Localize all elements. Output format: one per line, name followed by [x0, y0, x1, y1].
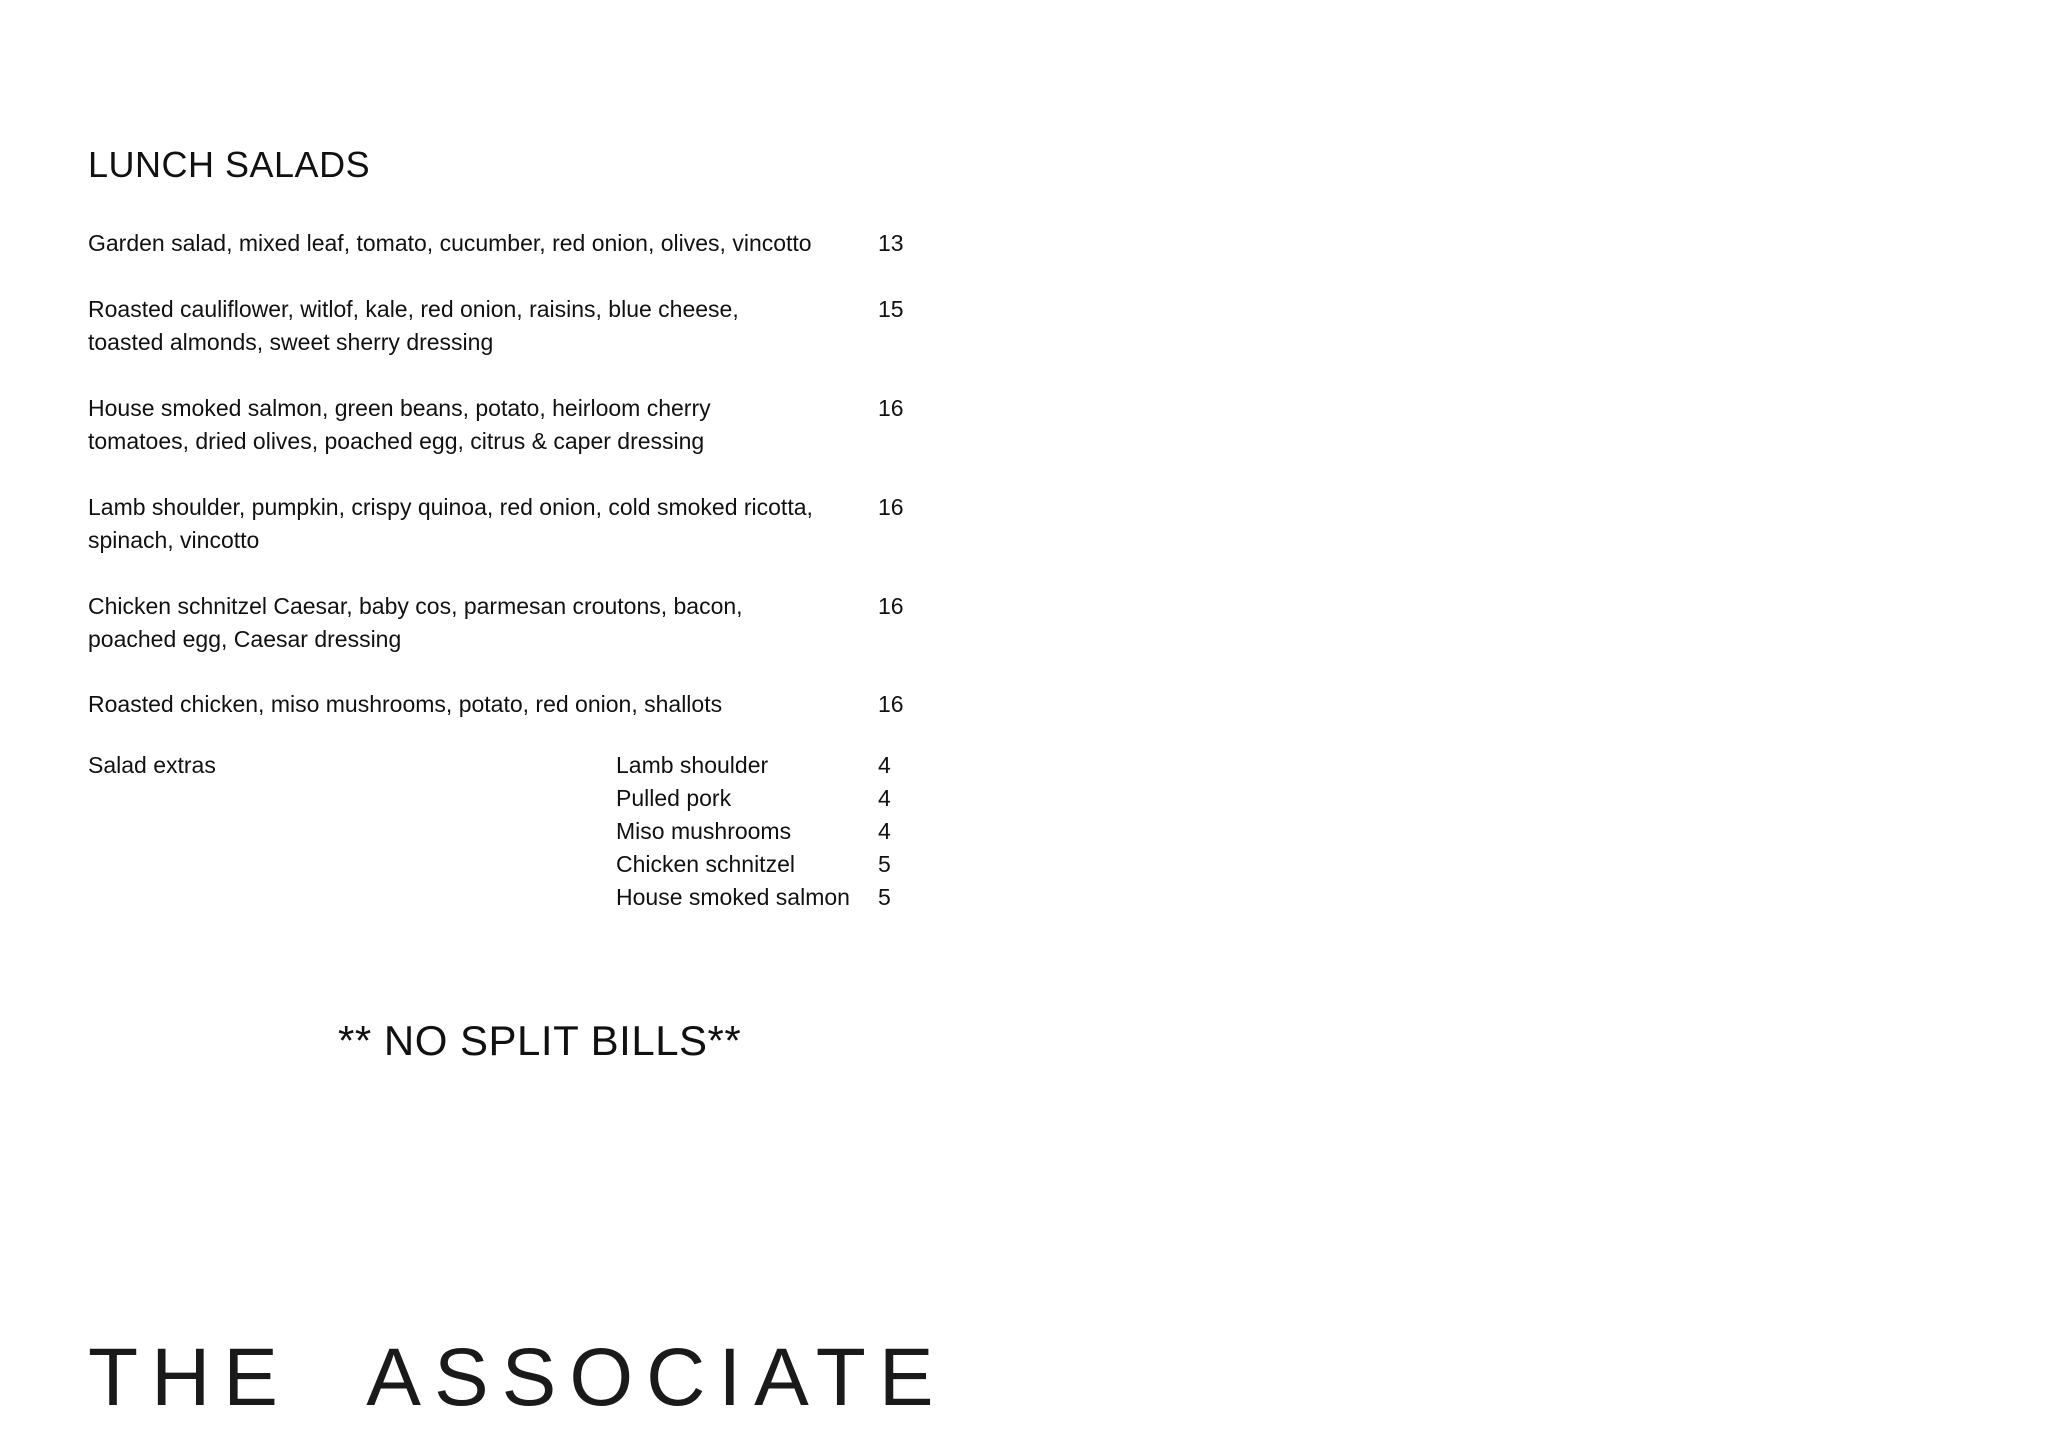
item-description: Roasted chicken, miso mushrooms, potato, red onion, shallots: [88, 691, 723, 717]
extra-item: [616, 815, 908, 848]
item-description: Garden salad, mixed leaf, tomato, cucumber, red onion, olives, vincotto: [88, 230, 812, 256]
extra-item: [616, 848, 908, 881]
extra-item: [616, 782, 908, 815]
item-description: Lamb shoulder, pumpkin, crispy quinoa, red onion, cold smoked ricotta, spinach, vincotto: [88, 494, 813, 553]
item-price: 13: [878, 230, 904, 256]
extra-price: 5: [878, 851, 891, 877]
extra-name: Miso mushrooms: [616, 818, 792, 844]
extra-name: Lamb shoulder: [616, 752, 769, 778]
extra-name: House smoked salmon: [616, 884, 850, 910]
extra-name: Pulled pork: [616, 785, 732, 811]
item-description: Roasted cauliflower, witlof, kale, red onion, raisins, blue cheese, toasted almonds, sweet sherry dressing: [88, 296, 739, 355]
extra-price: 5: [878, 884, 891, 910]
extras-label: Salad extras: [88, 752, 216, 778]
extra-price: 4: [878, 785, 891, 811]
extra-item: [616, 881, 908, 914]
extra-price: 4: [878, 818, 891, 844]
no-split-bills-notice: ** NO SPLIT BILLS**: [338, 1017, 742, 1064]
item-price: 15: [878, 296, 904, 322]
item-description: Chicken schnitzel Caesar, baby cos, parmesan croutons, bacon, poached egg, Caesar dressing: [88, 593, 743, 652]
item-description: House smoked salmon, green beans, potato, heirloom cherry tomatoes, dried olives, poached egg, citrus & caper dressing: [88, 395, 711, 454]
extra-name: Chicken schnitzel: [616, 851, 795, 877]
brand-logo: THE ASSOCIATE: [88, 1332, 947, 1423]
item-price: 16: [878, 395, 904, 421]
extra-price: 4: [878, 752, 891, 778]
item-price: 16: [878, 593, 904, 619]
section-title: LUNCH SALADS: [88, 144, 371, 185]
item-price: 16: [878, 494, 904, 520]
item-price: 16: [878, 691, 904, 717]
extra-item: [616, 749, 908, 782]
